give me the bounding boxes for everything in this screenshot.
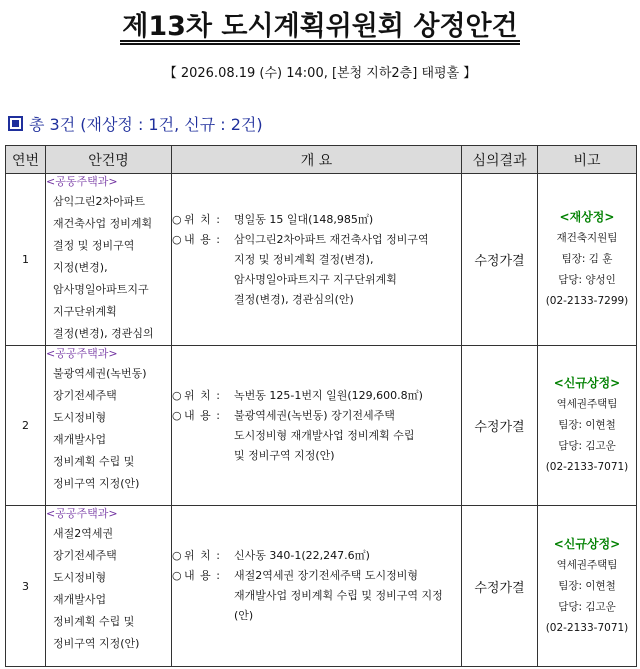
table-row (6, 174, 637, 346)
row-number: 2 (6, 346, 46, 506)
circle-bullet-icon: ○ (172, 232, 182, 246)
content-text: 삼익그린2차아파트 재건축사업 정비구역 지정 및 정비계획 결정(변경), 암사명일아파트지구 지구단위계획 결정(변경), 경관심의(안) (234, 232, 429, 306)
circle-bullet-icon: ○ (172, 549, 182, 562)
agenda-name: 새절2역세권 장기전세주택 도시정비형 재개발사업 정비계획 수립 및 정비구역 지정(안) (53, 527, 140, 650)
content-label: 내 용 : (184, 569, 221, 582)
team-name: 재건축지원팀 (556, 232, 618, 244)
table-header-row (6, 146, 637, 174)
contact-person: 담당: 김고운 (558, 600, 616, 613)
contact-person: 담당: 양성인 (558, 274, 616, 286)
title-underline (120, 40, 520, 42)
content-label: 내 용 : (184, 232, 221, 246)
overview-cell (172, 506, 462, 667)
header-result: 심의결과 (462, 146, 538, 174)
overview-cell (172, 346, 462, 506)
status-badge: <재상정> (559, 210, 615, 224)
location-text: 명일동 15 일대(148,985㎡) (234, 212, 374, 226)
meeting-info: 【 2026.08.19 (수) 14:00, [본청 지하2층] 태평홀 】 (163, 66, 477, 81)
header-agenda-name: 안건명 (46, 146, 172, 174)
team-lead: 팀장: 김 훈 (561, 253, 613, 265)
location-text: 신사동 340-1(22,247.6㎡) (234, 549, 370, 562)
overview-cell (172, 174, 462, 346)
agenda-name-cell (46, 174, 172, 346)
content-text: 새절2역세권 장기전세주택 도시정비형 재개발사업 정비계획 수립 및 정비구역 지정(안) (234, 569, 443, 622)
remarks-cell (538, 346, 637, 506)
agenda-name: 삼익그린2차아파트 재건축사업 정비계획 결정 및 정비구역 지정(변경), 암사명일아파트지구 지구단위계획 결정(변경), 경관심의 (53, 195, 154, 340)
department-label: <공공주택과> (46, 347, 118, 360)
content-text: 불광역세권(녹번동) 장기전세주택 도시정비형 재개발사업 정비계획 수립 및 정비구역 지정(안) (234, 408, 415, 462)
overview-location (172, 210, 461, 230)
row-number: 3 (6, 506, 46, 667)
department-label: <공동주택과> (46, 175, 118, 188)
team-name: 역세권주택팀 (556, 398, 618, 410)
filled-square-icon (8, 116, 23, 131)
circle-bullet-icon: ○ (172, 408, 182, 422)
overview-content (172, 566, 461, 626)
location-label: 위 치 : (184, 549, 221, 562)
circle-bullet-icon: ○ (172, 388, 182, 402)
review-result: 수정가결 (462, 346, 538, 506)
overview-content (172, 230, 461, 310)
table-row (6, 506, 637, 667)
review-result: 수정가결 (462, 506, 538, 667)
overview-location (172, 386, 461, 406)
team-lead: 팀장: 이현철 (558, 579, 616, 592)
agenda-name-cell (46, 346, 172, 506)
location-text: 녹번동 125-1번지 일원(129,600.8㎡) (234, 388, 423, 402)
contact-person: 담당: 김고운 (558, 440, 616, 452)
agenda-table (5, 145, 637, 667)
header-overview: 개 요 (172, 146, 462, 174)
phone-number: (02-2133-7071) (545, 621, 629, 634)
team-name: 역세권주택팀 (556, 558, 618, 571)
title-underline-double (120, 43, 520, 45)
table-row (6, 346, 637, 506)
status-badge: <신규상정> (553, 376, 621, 390)
page-title: 제13차 도시계획위원회 상정안건 (122, 11, 518, 42)
summary-text: 총 3건 (재상정 : 1건, 신규 : 2건) (29, 115, 263, 134)
header-remarks: 비고 (538, 146, 637, 174)
circle-bullet-icon: ○ (172, 569, 182, 582)
team-lead: 팀장: 이현철 (558, 419, 616, 431)
location-label: 위 치 : (184, 388, 221, 402)
row-number: 1 (6, 174, 46, 346)
circle-bullet-icon: ○ (172, 212, 182, 226)
remarks-cell (538, 174, 637, 346)
header-number: 연번 (6, 146, 46, 174)
summary-line (8, 112, 263, 135)
remarks-cell (538, 506, 637, 667)
agenda-name-cell (46, 506, 172, 667)
location-label: 위 치 : (184, 212, 221, 226)
overview-content (172, 406, 461, 466)
status-badge: <신규상정> (553, 536, 621, 551)
content-label: 내 용 : (184, 408, 221, 422)
review-result: 수정가결 (462, 174, 538, 346)
phone-number: (02-2133-7071) (545, 461, 629, 473)
phone-number: (02-2133-7299) (545, 295, 629, 307)
agenda-name: 불광역세권(녹번동) 장기전세주택 도시정비형 재개발사업 정비계획 수립 및 정비구역 지정(안) (53, 367, 147, 490)
overview-location (172, 546, 461, 566)
department-label: <공공주택과> (46, 507, 118, 520)
